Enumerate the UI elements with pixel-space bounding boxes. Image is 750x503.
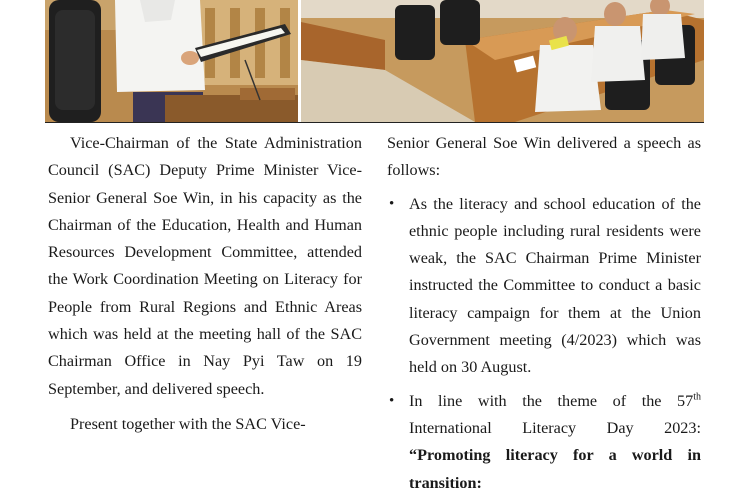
article-paragraph: Vice-Chairman of the State Administration Council (SAC) Deputy Prime Minister Vice-Senior General Soe Win, in his capacity as the Chairman of the Education, Health and Human Resources Development Committee, attended the Work Coordination Meeting on Literacy for People from Rural Regions and Ethnic Areas which was held at the meeting hall of the SAC Chairman Office in Nay Pyi Taw on 19 September, and delivered speech. [48,134,362,398]
photo-strip [45,0,704,123]
bullet-item [387,191,701,382]
article-right-column [387,130,701,503]
photo-speaker [45,0,298,122]
bullet-list [387,191,701,497]
bullet-icon: • [389,392,395,409]
bullet-text: As the literacy and school education of the ethnic people including rural residents were weak, the SAC Chairman Prime Minister instructed the Committee to conduct a basic literacy campaign for them at the Union Government meeting (4/2023) which was held on 30 August. [409,194,701,377]
bullet-text-mid: International Literacy Day 2023: [409,418,701,437]
article-paragraph: Present together with the SAC Vice- [70,414,306,433]
photo-collage [45,0,704,122]
bullet-item [387,388,701,497]
bullet-icon: • [389,195,395,212]
article-left-column [48,130,362,438]
photo-meeting [301,0,704,122]
bullet-text-prefix: In line with the theme of the 57 [409,391,694,410]
ordinal-suffix: th [693,391,701,403]
bullet-text-bold: “Promoting literacy for a world in transition: [409,446,701,492]
article-paragraph: Senior General Soe Win delivered a speech as follows: [387,134,701,180]
